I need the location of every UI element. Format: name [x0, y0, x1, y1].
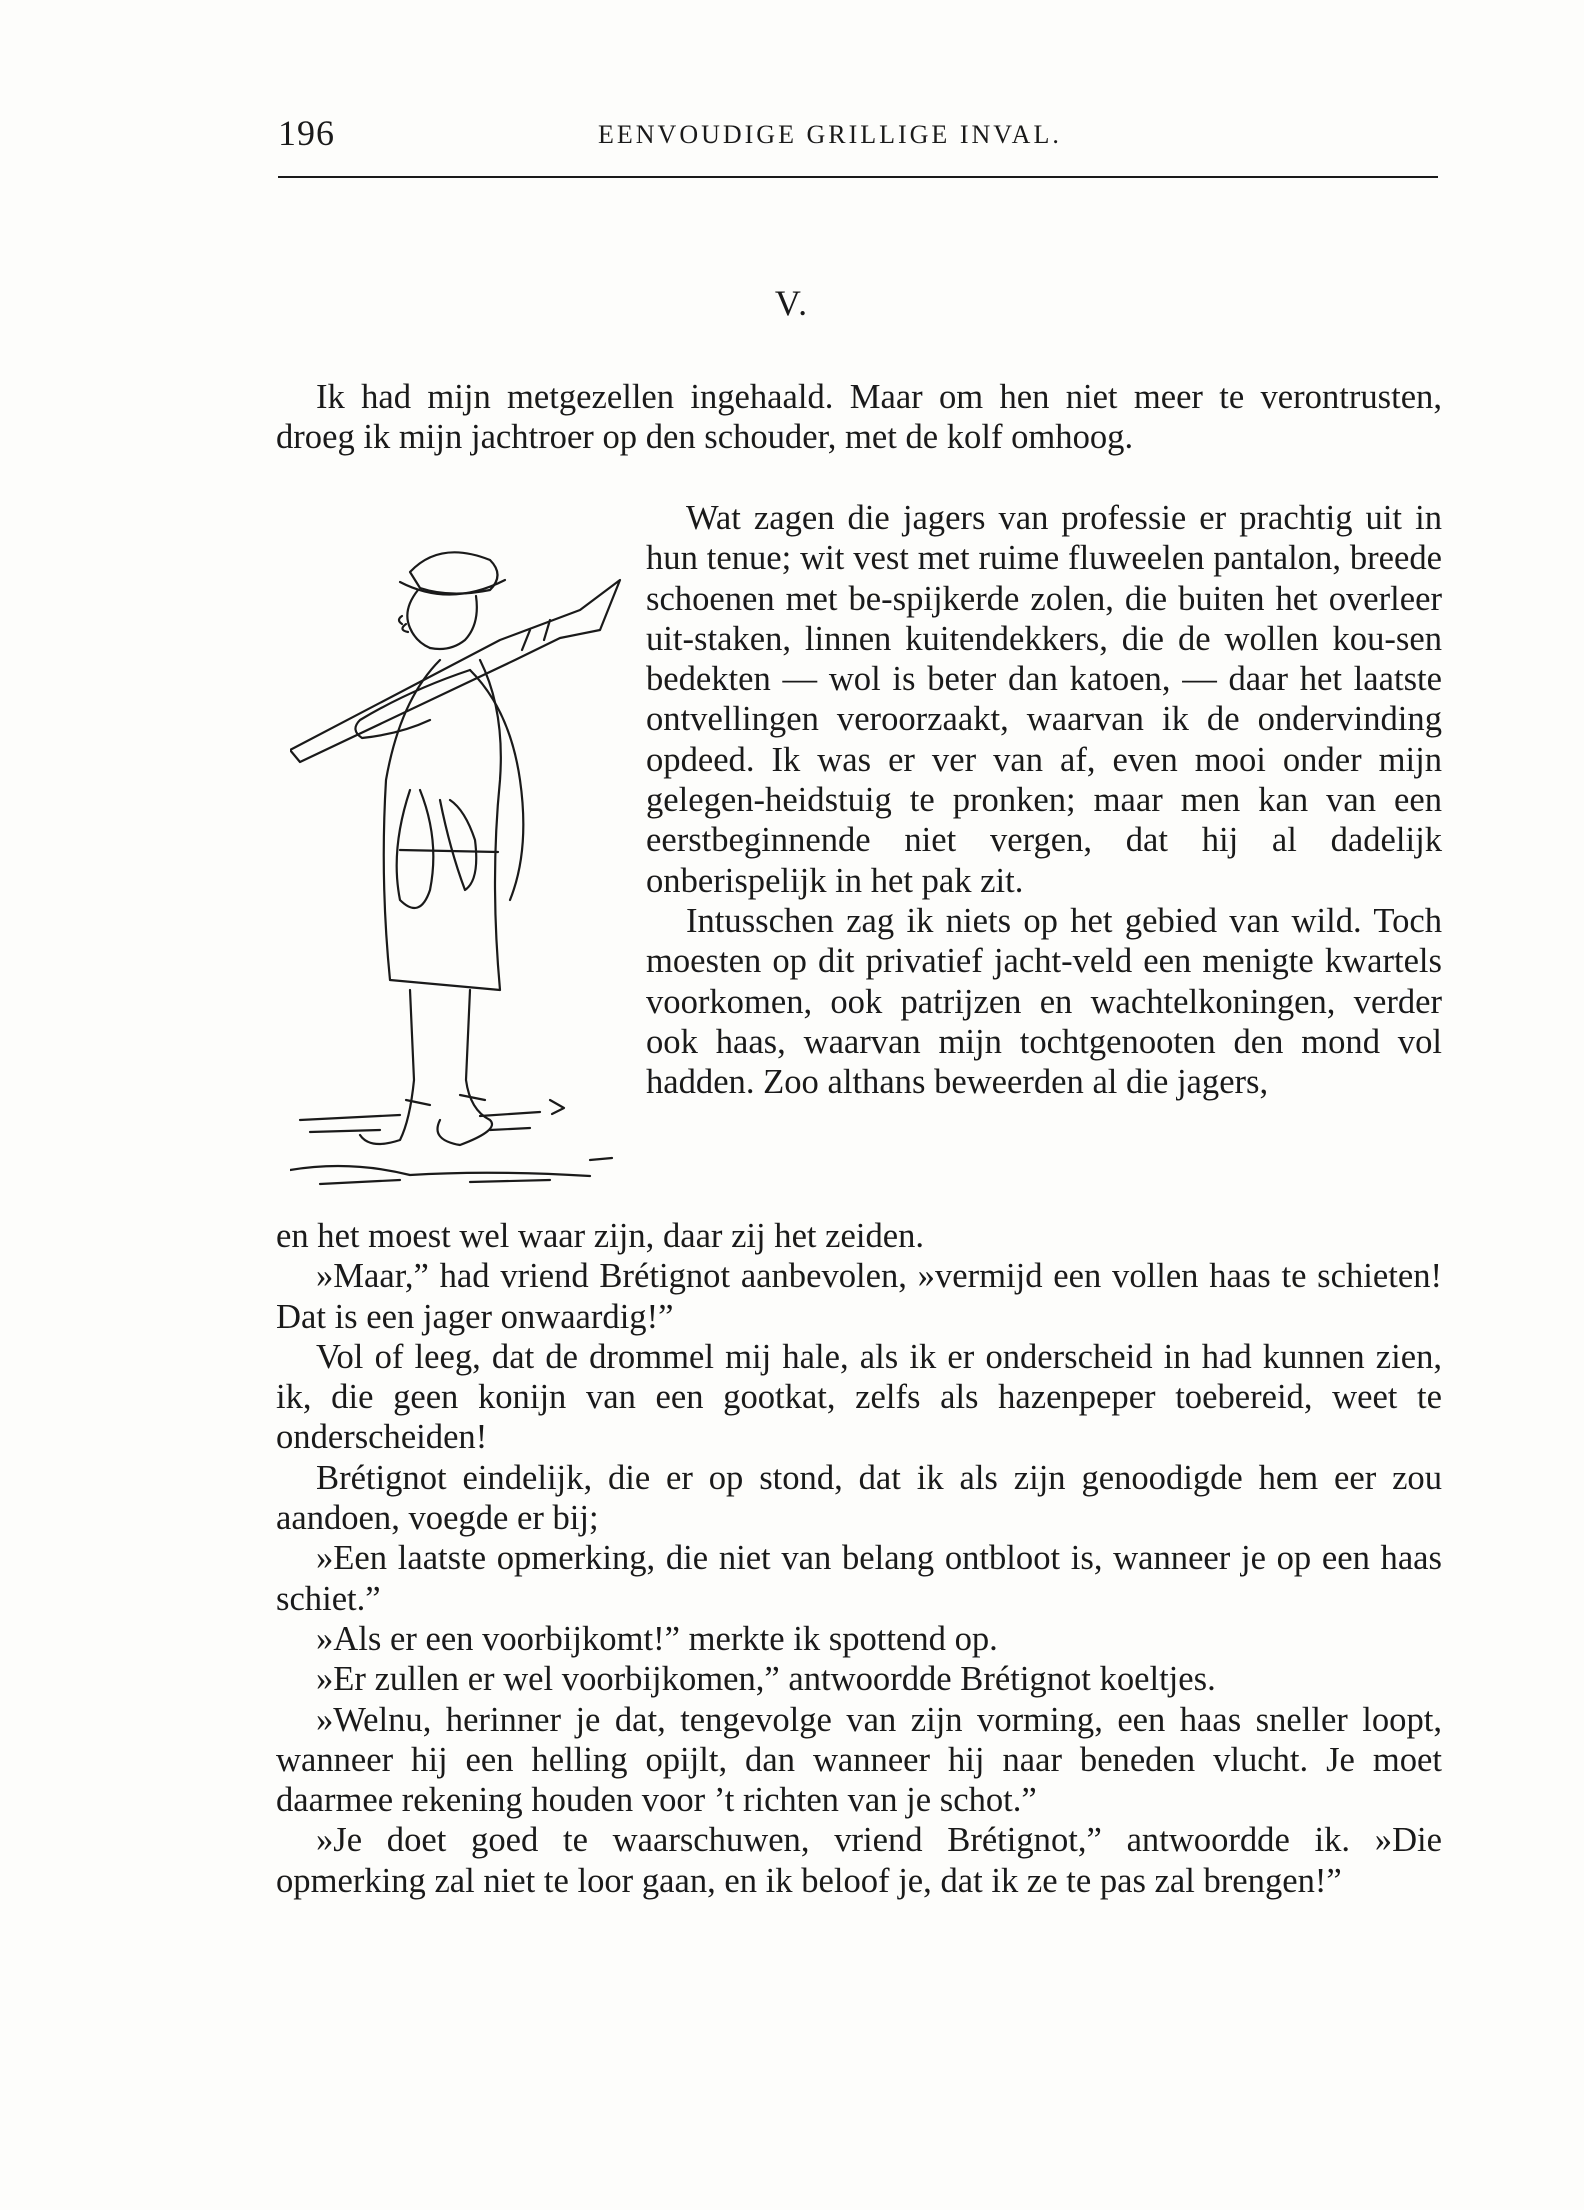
paragraph: Wat zagen die jagers van professie er prachtig uit in hun tenue; wit vest met ruime fluweelen pantalon, breede schoenen met be-spijkerde zolen, die buiten het overleer uit-staken, linnen kuitendekkers, die de wollen kou-sen bedekten — wol is beter dan katoen, — daar het laatste ontvellingen veroorzaakt, waarvan ik de ondervinding opdeed. Ik was er ver van af, even mooi onder mijn gelegen-heidstuig te pronken; maar men kan van een eerstbeginnende niet vergen, dat hij al dadelijk onberispelijk in het pak zit. — [646, 499, 1442, 900]
paragraph: Ik had mijn metgezellen ingehaald. Maar om hen niet meer te verontrusten, droeg ik mijn jachtroer op den schouder, met de kolf omhoog. — [276, 378, 1442, 457]
text-block-bottom — [276, 1216, 1442, 1901]
paragraph: »Welnu, herinner je dat, tengevolge van zijn vorming, een haas sneller loopt, wanneer hij een helling opijlt, dan wanneer hij naar beneden vlucht. Je moet daarmee rekening houden voor ’t richten van je schot.” — [276, 1700, 1442, 1820]
running-title: EENVOUDIGE GRILLIGE INVAL. — [598, 120, 1062, 149]
paragraph: Vol of leeg, dat de drommel mij hale, als ik er onderscheid in had kunnen zien, ik, die geen konijn van een gootkat, zelfs als hazenpeper toebereid, weet te onderscheiden! — [276, 1337, 1442, 1457]
paragraph: »Als er een voorbijkomt!” merkte ik spottend op. — [316, 1619, 998, 1658]
paragraph: Intusschen zag ik niets op het gebied van wild. Toch moesten op dit privatief jacht-veld een menigte kwartels voorkomen, ook patrijzen en wachtelkoningen, verder ook haas, waarvan mijn tochtgenooten den mond vol hadden. Zoo althans beweerden al die jagers, — [646, 901, 1442, 1102]
page-number: 196 — [278, 113, 335, 153]
paragraph: »Een laatste opmerking, die niet van belang ontbloot is, wanneer je op een haas schiet.” — [276, 1539, 1442, 1618]
paragraph: »Er zullen er wel voorbijkomen,” antwoordde Brétignot koeltjes. — [316, 1660, 1216, 1699]
text-block-top — [276, 377, 1442, 458]
hunter-illustration — [290, 520, 630, 1210]
paragraph: en het moest wel waar zijn, daar zij het zeiden. — [276, 1217, 925, 1255]
section-title: V. — [774, 283, 810, 323]
page-header — [278, 112, 1438, 162]
text-block-wrap — [646, 498, 1442, 1102]
paragraph: Brétignot eindelijk, die er op stond, dat ik als zijn genoodigde hem eer zou aandoen, voegde er bij; — [276, 1458, 1442, 1538]
paragraph: »Maar,” had vriend Brétignot aanbevolen, »vermijd een vollen haas te schieten! Dat is een jager onwaardig!” — [276, 1257, 1442, 1336]
header-rule — [278, 176, 1438, 178]
paragraph: »Je doet goed te waarschuwen, vriend Brétignot,” antwoordde ik. »Die opmerking zal niet te loor gaan, en ik beloof je, dat ik ze te pas zal brengen!” — [276, 1821, 1442, 1900]
